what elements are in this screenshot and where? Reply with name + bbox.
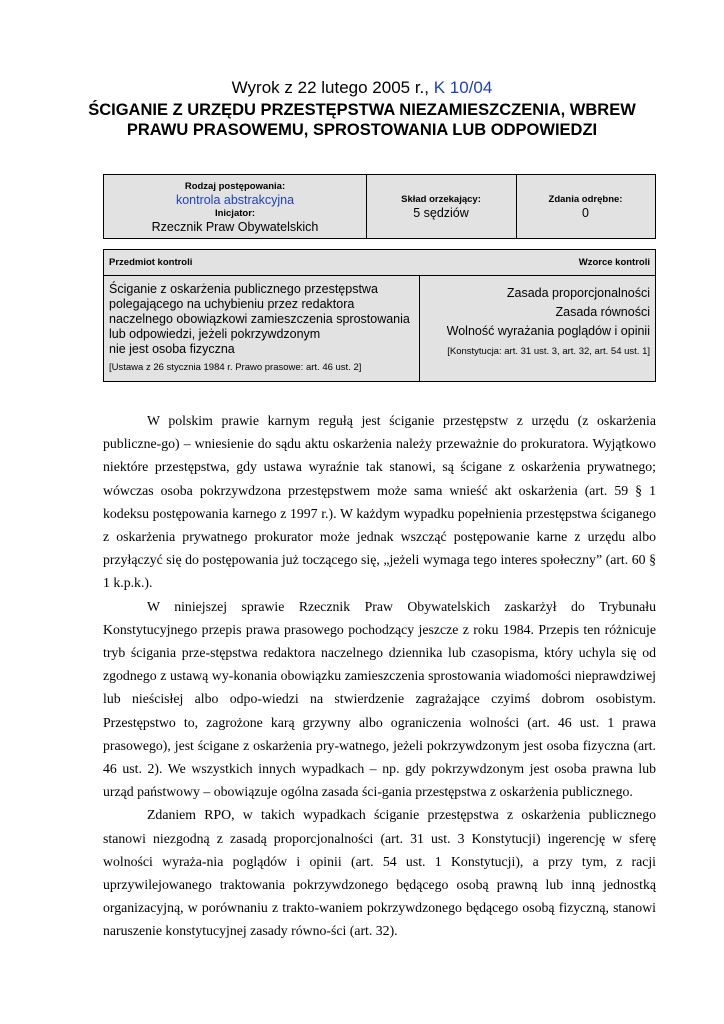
subject-header: Przedmiot kontroli xyxy=(109,257,193,268)
pattern-item: Wolność wyrażania poglądów i opinii xyxy=(446,324,650,338)
subject-line: lub odpowiedzi, jeżeli pokrzywdzonym xyxy=(109,327,321,341)
case-number-link[interactable]: K 10/04 xyxy=(433,78,493,97)
title-line-1: ŚCIGANIE Z URZĘDU PRZESTĘPSTWA NIEZAMIESZCZENIA, WBREW xyxy=(88,101,636,119)
paragraph: Zdaniem RPO, w takich wypadkach ściganie przestępstwa z oskarżenia publicznego stanowi niezgodną z zasadą proporcjonalności (art. 31 ust. 3 Konstytucji) ingerencję w sferę wolności wyraża-nia poglądów i opinii (art. 54 ust. 1 Konstytucji), a przy tym, z racji uprzywilejowanego traktowania pokrzywdzonego będącego osobą prawną lub inną jednostką organizacyjną, w porównaniu z trakto-waniem pokrzywdzonego będącego osobą fizyczną, stanowi naruszenie konstytucyjnej zasady równo-ści (art. 32). xyxy=(103,807,656,939)
subject-reference: [Ustawa z 26 stycznia 1984 r. Prawo prasowe: art. 46 ust. 2] xyxy=(109,362,362,373)
subject-line: polegającego na uchybieniu przez redaktora xyxy=(109,297,355,311)
bench-label: Skład orzekający: xyxy=(401,194,481,205)
body-text xyxy=(103,409,656,943)
subject-line: nie jest osoba fizyczna xyxy=(109,342,235,356)
patterns-header: Wzorce kontroli xyxy=(578,257,650,268)
initiator-value: Rzecznik Praw Obywatelskich xyxy=(151,220,319,234)
dissent-cell xyxy=(516,175,655,238)
subject-line: Ściganie z oskarżenia publicznego przestępstwa xyxy=(109,282,378,296)
title-line-2: PRAWU PRASOWEMU, SPROSTOWANIA LUB ODPOWIEDZI xyxy=(126,121,598,139)
patterns-cell xyxy=(420,276,655,381)
pattern-item: Zasada proporcjonalności xyxy=(506,286,650,300)
bench-cell xyxy=(366,175,517,238)
subject-text xyxy=(109,282,410,357)
patterns-reference: [Konstytucja: art. 31 ust. 3, art. 32, art. 54 ust. 1] xyxy=(447,346,650,357)
control-box-header xyxy=(104,250,655,276)
judgment-date: Wyrok z 22 lutego 2005 r., xyxy=(231,78,434,97)
judgment-date-line xyxy=(60,78,664,98)
control-box xyxy=(103,249,656,382)
proceeding-info-box xyxy=(103,174,656,239)
paragraph: W polskim prawie karnym regułą jest ściganie przestępstw z urzędu (z oskarżenia publiczne-go) – wniesienie do sądu aktu oskarżenia należy przeważnie do prokuratora. Wyjątkowo niektóre przestępstwa, gdy ustawa wyraźnie tak stanowi, są ścigane z oskarżenia prywatnego; wówczas osoba pokrzywdzona przestępstwem może sama wnieść akt oskarżenia (art. 59 § 1 kodeksu postępowania karnego z 1997 r.). W każdym wypadku popełnienia przestępstwa ściganego z oskarżenia prywatnego prokurator może jednak wszcząć postępowanie karne z urzędu albo przyłączyć się do postępowania już toczącego się, „jeżeli wymaga tego interes społeczny” (art. 60 § 1 k.p.k.). xyxy=(103,413,656,591)
dissent-value: 0 xyxy=(582,206,589,220)
dissent-label: Zdania odrębne: xyxy=(548,194,623,205)
paragraph: W niniejszej sprawie Rzecznik Praw Obywatelskich zaskarżył do Trybunału Konstytucyjnego przepis prawa prasowego pochodzący jeszcze z roku 1984. Przepis ten różnicuje tryb ścigania prze-stępstwa redaktora naczelnego dziennika lub czasopisma, który uchyla się od zgodnego z ustawą wy-konania obowiązku zamieszczenia sprostowania wiadomości nieprawdziwej lub nieścisłej albo odpo-wiedzi na stwierdzenie zagrażające czyimś dobrom osobistym. Przestępstwo to, zagrożone karą grzywny albo ograniczenia wolności (art. 46 ust. 1 prawa prasowego), jest ścigane z oskarżenia pry-watnego, jeżeli pokrzywdzonym jest osoba fizyczna (art. 46 ust. 2). We wszystkich innych wypadkach – np. gdy pokrzywdzonym jest osoba prawna lub urząd państwowy – obowiązuje ogólna zasada ści-gania przestępstwa z oskarżenia publicznego. xyxy=(103,598,656,800)
initiator-label: Inicjator: xyxy=(214,208,256,219)
proceeding-label: Rodzaj postępowania: xyxy=(184,181,286,192)
subject-cell xyxy=(104,276,420,381)
subject-line: naczelnego obowiązkowi zamieszczenia sprostowania xyxy=(109,312,410,326)
proceeding-cell xyxy=(104,175,367,238)
pattern-item: Zasada równości xyxy=(555,305,650,319)
proceeding-value-link[interactable]: kontrola abstrakcyjna xyxy=(175,193,295,207)
bench-value: 5 sędziów xyxy=(413,206,469,220)
